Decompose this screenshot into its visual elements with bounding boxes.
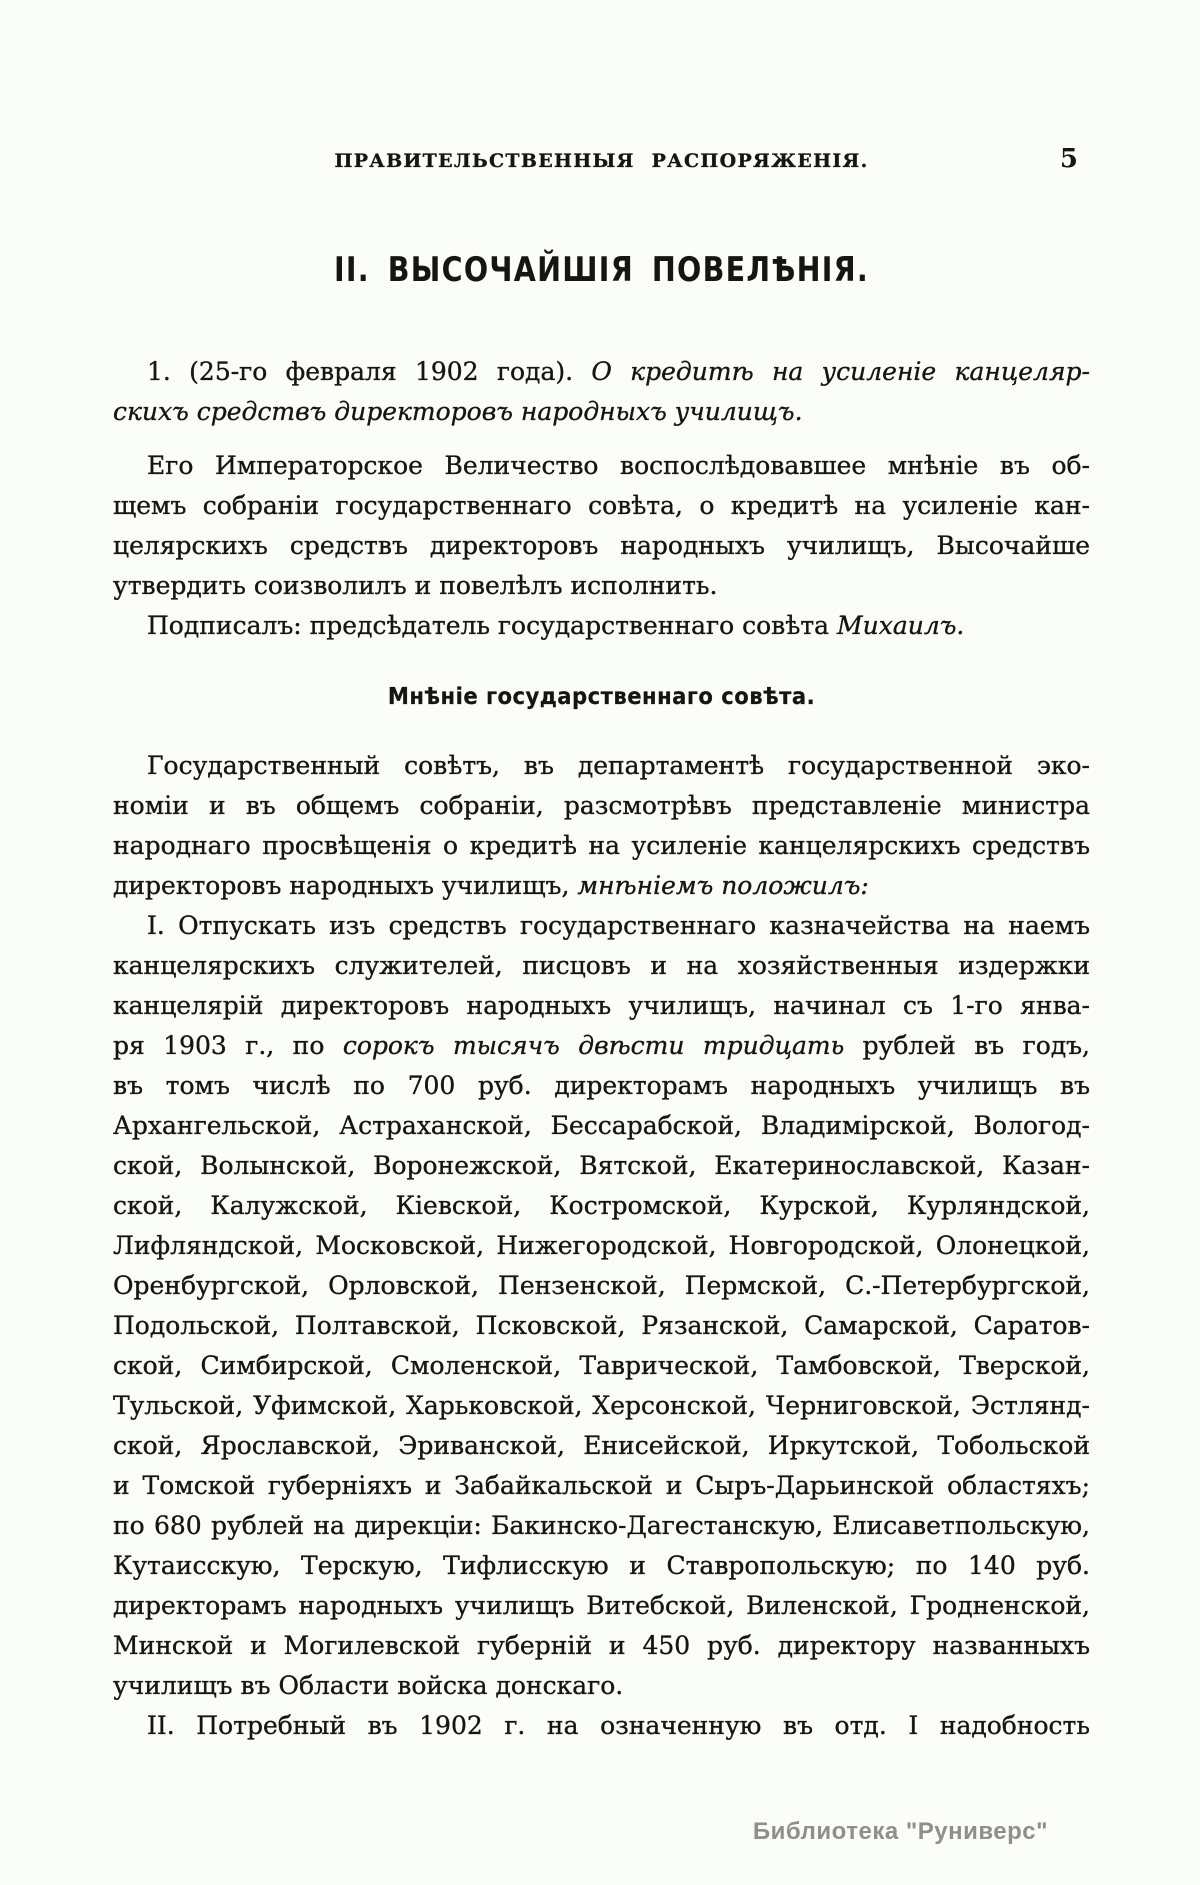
text-run: въ томъ числѣ по 700 руб. директорамъ народныхъ училищъ въ [113,1071,1090,1100]
document-body [113,352,1090,1746]
text-run: Оренбургской, Орловской, Пензенской, Пермской, С.-Петербургской, [113,1271,1090,1300]
subheading: Мнѣніе государственнаго совѣта. [387,684,816,710]
text-line [113,1426,1090,1466]
text-line [113,1066,1090,1106]
text-line [113,606,1090,646]
text-line [113,986,1090,1026]
text-run: Кутаисскую, Терскую, Тифлисскую и Ставропольскую; по 140 руб. [113,1551,1090,1580]
text-line [113,1186,1090,1226]
text-line [113,1146,1090,1186]
text-line [113,526,1090,566]
text-line [113,486,1090,526]
text-line [113,1506,1090,1546]
text-run: утвердить соизволилъ и повелѣлъ исполнить. [113,571,718,600]
text-run: 1. (25-го февраля 1902 года). [147,357,592,386]
text-run: Тульской, Уфимской, Харьковской, Херсонской, Черниговской, Эстлянд- [113,1391,1090,1420]
italic-text-run: скихъ средствъ директоровъ народныхъ училищъ. [113,397,803,426]
text-line [113,1026,1090,1066]
paragraph [113,606,1090,646]
text-run: ской, Ярославской, Эриванской, Енисейской, Иркутской, Тобольской [113,1431,1090,1460]
text-run: целярскихъ средствъ директоровъ народныхъ училищъ, Высочайше [113,531,1090,560]
running-title: ПРАВИТЕЛЬСТВЕННЫЯ РАСПОРЯЖЕНІЯ. [334,150,869,172]
text-run: канцелярій директоровъ народныхъ училищъ, начинал съ 1-го янва- [113,991,1090,1020]
text-run: Лифляндской, Московской, Нижегородской, Новгородской, Олонецкой, [113,1231,1090,1260]
page-number: 5 [1059,144,1078,174]
text-run: училищъ въ Области войска донскаго. [113,1671,624,1700]
text-run: народнаго просвѣщенія о кредитѣ на усиленіе канцелярскихъ средствъ [113,831,1090,860]
text-run: щемъ собраніи государственнаго совѣта, о кредитѣ на усиленіе кан- [113,491,1090,520]
text-line [113,1306,1090,1346]
text-run: канцелярскихъ служителей, писцовъ и на хозяйственныя издержки [113,951,1090,980]
running-head [113,144,1090,184]
text-run: по 680 рублей на дирекціи: Бакинско-Дагестанскую, Елисаветпольскую, [113,1511,1090,1540]
text-line [113,1666,1090,1706]
text-line [113,1546,1090,1586]
text-line [113,392,1090,432]
text-line [113,786,1090,826]
text-run: Подписалъ: предсѣдатель государственнаго совѣта [147,611,838,640]
text-run: директорамъ народныхъ училищъ Витебской, Виленской, Гродненской, [113,1591,1090,1620]
text-line [113,1346,1090,1386]
text-line [113,1466,1090,1506]
text-line [113,946,1090,986]
italic-text-run: Михаилъ. [837,611,965,640]
text-run: рублей въ годъ, [844,1031,1090,1060]
text-run: номіи и въ общемъ собраніи, разсмотрѣвъ представленіе министра [113,791,1090,820]
paragraph [113,746,1090,906]
text-line [113,1626,1090,1666]
text-run: Его Императорское Величество воспослѣдовавшее мнѣніе въ об- [147,451,1090,480]
text-line [113,866,1090,906]
text-run: I. Отпускать изъ средствъ государственнаго казначейства на наемъ [147,911,1090,940]
text-line [113,446,1090,486]
text-run: и Томской губерніяхъ и Забайкальской и Сыръ-Дарьинской областяхъ; [113,1471,1090,1500]
text-line [113,906,1090,946]
text-run: II. Потребный въ 1902 г. на означенную въ отд. I надобность [147,1711,1090,1740]
text-line [113,1706,1090,1746]
italic-text-run: О кредитѣ на усиленіе канцеляр- [591,357,1090,386]
library-watermark: Библиотека "Руниверс" [752,1818,1048,1845]
italic-text-run: мнѣніемъ положилъ: [577,871,869,900]
italic-text-run: сорокъ тысячъ двѣсти тридцать [342,1031,845,1060]
text-run: ской, Симбирской, Смоленской, Таврической, Тамбовской, Тверской, [113,1351,1090,1380]
text-run: Подольской, Полтавской, Псковской, Рязанской, Самарской, Саратов- [113,1311,1090,1340]
text-line [113,1266,1090,1306]
paragraph [113,906,1090,1706]
text-run: директоровъ народныхъ училищъ, [113,871,578,900]
text-line [113,566,1090,606]
text-run: ской, Волынской, Воронежской, Вятской, Екатеринославской, Казан- [113,1151,1090,1180]
text-run: ской, Калужской, Кіевской, Костромской, Курской, Курляндской, [113,1191,1090,1220]
text-run: Минской и Могилевской губерній и 450 руб. директору названныхъ [113,1631,1090,1660]
paragraph [113,352,1090,432]
paragraph [113,446,1090,606]
text-run: Государственный совѣтъ, въ департаментѣ государственной эко- [147,751,1090,780]
paragraph [113,1706,1090,1746]
text-line [113,1106,1090,1146]
text-run: Архангельской, Астраханской, Бессарабской, Владимірской, Вологод- [113,1111,1090,1140]
text-line [113,1386,1090,1426]
text-run: ря 1903 г., по [113,1031,343,1060]
text-line [113,746,1090,786]
text-line [113,1586,1090,1626]
text-line [113,826,1090,866]
section-title: II. ВЫСОЧАЙШІЯ ПОВЕЛѢНІЯ. [333,250,870,290]
text-line [113,1226,1090,1266]
text-line [113,352,1090,392]
